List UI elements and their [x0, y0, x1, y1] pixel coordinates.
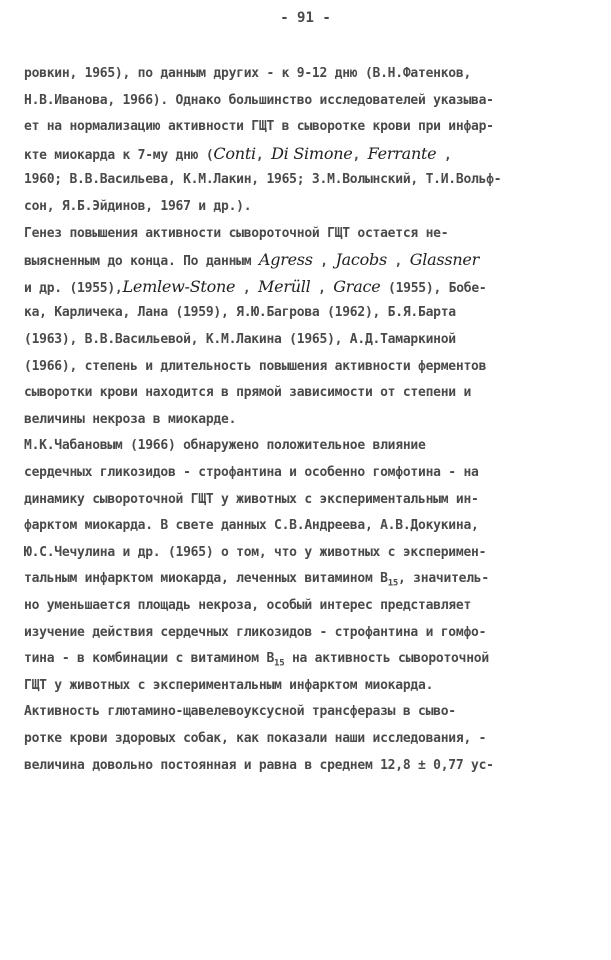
text-segment: М.К.Чабановым (1966) обнаружено положительное влияние: [24, 438, 426, 454]
text-line: [24, 700, 584, 724]
handwritten-name: Merüll: [257, 276, 311, 296]
text-line: [24, 594, 584, 618]
handwritten-name: Grace: [333, 276, 381, 296]
text-line: [24, 115, 584, 139]
text-line: [24, 275, 584, 299]
text-segment: Активность глютамино-щавелевоуксусной трансферазы в сыво-: [24, 704, 456, 720]
text-line: [24, 754, 584, 778]
handwritten-name: Ferrante: [367, 143, 437, 163]
text-segment: сыворотки крови находится в прямой зависимости от степени и: [24, 385, 472, 401]
text-segment: ,: [312, 254, 336, 270]
text-segment: ,: [352, 147, 368, 163]
text-segment: тальным инфарктом миокарда, леченных витамином В: [24, 571, 388, 587]
text-segment: ротке крови здоровых собак, как показали наши исследования, -: [24, 731, 487, 746]
text-segment: выясненным до конца. По данным: [24, 254, 259, 270]
text-line: [24, 567, 584, 591]
text-segment: ровкин, 1965), по данным других - к 9-12 дню (В.Н.Фатенков,: [24, 66, 472, 81]
text-segment: сердечных гликозидов - строфантина и особенно гомфотина - на: [24, 465, 479, 480]
text-segment: ет на нормализацию активности ГЩТ в сыворотке крови при инфар-: [24, 119, 494, 135]
text-segment: но уменьшается площадь некроза, особый интерес представляет: [24, 598, 472, 613]
text-line: [24, 381, 584, 405]
text-segment: (1955), Бобе-: [380, 280, 487, 296]
handwritten-name: Di Simone: [271, 143, 353, 163]
text-line: [24, 647, 584, 671]
handwritten-name: Jacobs: [335, 250, 387, 270]
text-segment: , значитель-: [398, 571, 489, 587]
handwritten-name: Glassner: [409, 250, 479, 270]
text-segment: ,: [310, 280, 334, 296]
text-segment: фарктом миокарда. В свете данных С.В.Андреева, А.В.Докукина,: [24, 518, 479, 534]
subscript: 15: [387, 578, 399, 589]
text-line: [24, 195, 584, 219]
text-segment: ,: [436, 147, 452, 163]
text-line: [24, 328, 584, 352]
text-segment: (1966), степень и длительность повышения активности ферментов: [24, 358, 487, 374]
text-segment: на активность сывороточной: [284, 651, 489, 667]
text-line: [24, 62, 584, 86]
text-line: [24, 674, 584, 698]
text-segment: ка, Карличека, Лана (1959), Я.Ю.Багрова (1962), Б.Я.Барта: [24, 305, 456, 321]
subscript: 15: [274, 658, 285, 669]
text-line: [24, 408, 584, 432]
text-line: [24, 89, 584, 113]
text-line: [24, 301, 584, 325]
text-segment: ,: [386, 254, 410, 270]
handwritten-name: Agress: [258, 250, 313, 270]
text-segment: динамику сывороточной ГЩТ у животных с экспериментальным ин-: [24, 491, 479, 507]
text-segment: кте миокарда к 7-му дню (: [24, 147, 214, 163]
text-line: [24, 488, 584, 512]
handwritten-name: Lemlew-Stone: [122, 276, 236, 296]
text-segment: изучение действия сердечных гликозидов - строфантина и гомфо-: [24, 624, 487, 640]
text-line: [24, 222, 584, 246]
page-number: - 91 -: [280, 10, 331, 26]
text-segment: 1960; В.В.Васильева, К.М.Лакин, 1965; З.М.Волынский, Т.И.Вольф-: [24, 172, 502, 188]
text-segment: Н.В.Иванова, 1966). Однако большинство исследователей указыва-: [24, 92, 494, 108]
text-line: [24, 142, 584, 166]
text-segment: ,: [235, 280, 258, 296]
text-segment: ГЩТ у животных с экспериментальным инфарктом миокарда.: [24, 677, 434, 693]
text-line: [24, 541, 584, 565]
text-line: [24, 621, 584, 645]
text-line: [24, 727, 584, 751]
text-segment: ,: [255, 147, 272, 163]
text-segment: Генез повышения активности сывороточной ГЩТ остается не-: [24, 225, 449, 241]
text-segment: (1963), В.В.Васильевой, К.М.Лакина (1965), А.Д.Тамаркиной: [24, 332, 456, 347]
text-segment: тина - в комбинации с витамином В: [24, 651, 275, 667]
text-segment: и др. (1955),: [24, 280, 123, 296]
text-line: [24, 168, 584, 192]
text-line: [24, 355, 584, 379]
text-segment: величина довольно постоянная и равна в среднем 12,8 ± 0,77 ус-: [24, 757, 494, 773]
text-line: [24, 248, 584, 272]
text-segment: Ю.С.Чечулина и др. (1965) о том, что у животных с эксперимен-: [24, 544, 487, 560]
text-segment: величины некроза в миокарде.: [24, 411, 237, 427]
text-line: [24, 434, 584, 458]
text-line: [24, 514, 584, 538]
text-line: [24, 461, 584, 485]
text-segment: сон, Я.Б.Эйдинов, 1967 и др.).: [24, 199, 252, 214]
handwritten-name: Conti: [213, 143, 256, 163]
